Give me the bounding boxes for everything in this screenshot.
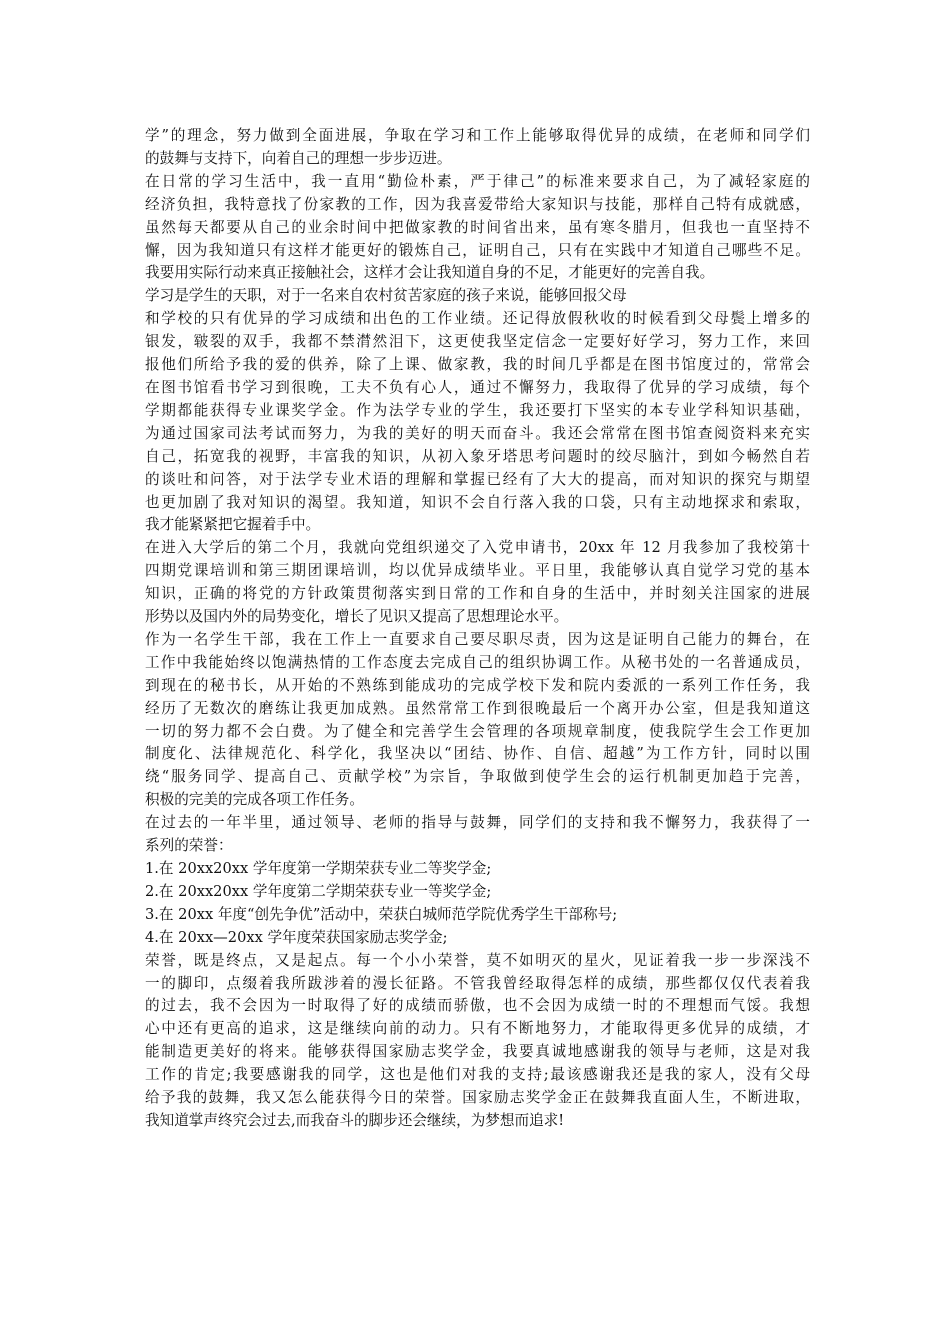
- text-line: 学”的理念，努力做到全面进展，争取在学习和工作上能够取得优异的成绩，在老师和同学们: [145, 127, 810, 144]
- text-line: 荣誉，既是终点，又是起点。每一个小小荣誉，莫不如明灭的星火，见证着我一步一步深浅不: [145, 951, 810, 969]
- text-line: 能制造更美好的将来。能够获得国家励志奖学金，我要真诚地感谢我的领导与老师，这是对我: [145, 1043, 810, 1061]
- text-line: 一的脚印，点缀着我所跋涉着的漫长征路。不管我曾经取得怎样的成绩，那些都仅仅代表着我: [145, 974, 810, 992]
- text-line: 积极的完美的完成各项工作任务。: [145, 791, 364, 809]
- text-line: 我要用实际行动来真正接触社会，这样才会让我知道自身的不足，才能更好的完善自我。: [145, 264, 715, 282]
- text-line: 我才能紧紧把它握着手中。: [145, 516, 321, 534]
- text-line: 系列的荣誉：: [145, 837, 233, 855]
- text-line: 制度化、法律规范化、科学化，我坚决以“团结、协作、自信、超越”为工作方针，同时以围: [145, 745, 810, 763]
- text-line: 懈，因为我知道只有这样才能更好的锻炼自己，证明自己，只有在实践中才知道自己哪些不足。: [145, 241, 810, 259]
- text-line: 经历了无数次的磨练让我更加成熟。虽然常常工作到很晚最后一个离开办公室，但是我知道这: [145, 699, 810, 717]
- text-line: 在日常的学习生活中，我一直用“勤俭朴素，严于律己”的标准来要求自己，为了减轻家庭的: [145, 172, 810, 190]
- text-line: 也更加剧了我对知识的渴望。我知道，知识不会自行落入我的口袋，只有主动地探求和索取，: [145, 493, 810, 511]
- text-line: 在进入大学后的第二个月，我就向党组织递交了入党申请书，20xx 年 12 月我参加了我校第十: [145, 539, 810, 557]
- text-line: 工作的肯定;我要感谢我的同学，这也是他们对我的支持;最该感谢我还是我的家人，没有父母: [145, 1066, 810, 1084]
- text-line: 绕“服务同学、提高自己、贡献学校”为宗旨，争取做到使学生会的运行机制更加趋于完善，: [145, 768, 810, 786]
- text-line: 的谈吐和问答，对于法学专业术语的理解和掌握已经有了大大的提高，而对知识的探究与期望: [145, 470, 810, 488]
- text-line: 银发，皲裂的双手，我都不禁潸然泪下，这更使我坚定信念一定要好好学习，努力工作，来回: [145, 333, 810, 351]
- text-line: 2.在 20xx20xx 学年度第二学期荣获专业一等奖学金;: [145, 882, 492, 900]
- text-line: 报他们所给予我的爱的供养，除了上课、做家教，我的时间几乎都是在图书馆度过的，常常会: [145, 356, 810, 374]
- text-line: 经济负担，我特意找了份家教的工作，因为我喜爱带给大家知识与技能，那样自己特有成就感，: [145, 195, 810, 213]
- text-line: 知识，正确的将党的方针政策贯彻落实到日常的工作和自身的生活中，并时刻关注国家的进展: [145, 585, 810, 603]
- text-line: 的过去，我不会因为一时取得了好的成绩而骄傲，也不会因为成绩一时的不理想而气馁。我想: [145, 997, 810, 1015]
- text-line: 学习是学生的天职，对于一名来自农村贫苦家庭的孩子来说，能够回报父母: [145, 287, 627, 305]
- text-line: 自己，拓宽我的视野，丰富我的知识，从初入象牙塔思考问题时的绞尽脑汁，到如今畅然自若: [145, 447, 810, 465]
- text-line: 心中还有更高的追求，这是继续向前的动力。只有不断地努力，才能取得更多优异的成绩，才: [145, 1020, 810, 1038]
- text-line: 形势以及国内外的局势变化，增长了见识又提高了思想理论水平。: [145, 608, 569, 626]
- text-line: 4.在 20xx—20xx 学年度荣获国家励志奖学金;: [145, 928, 448, 946]
- text-line: 给予我的鼓舞，我又怎么能获得今日的荣誉。国家励志奖学金正在鼓舞我直面人生，不断进取，: [145, 1089, 810, 1107]
- text-line: 在过去的一年半里，通过领导、老师的指导与鼓舞，同学们的支持和我不懈努力，我获得了一: [145, 814, 810, 832]
- text-line: 和学校的只有优异的学习成绩和出色的工作业绩。还记得放假秋收的时候看到父母鬓上增多的: [145, 310, 810, 328]
- text-line: 1.在 20xx20xx 学年度第一学期荣获专业二等奖学金;: [145, 860, 492, 877]
- text-line: 的鼓舞与支持下，向着自己的理想一步步迈进。: [145, 149, 452, 167]
- text-line: 到现在的秘书长，从开始的不熟练到能成功的完成学校下发和院内委派的一系列工作任务，我: [145, 676, 810, 694]
- document-body: [145, 125, 810, 1133]
- text-line: 虽然每天都要从自己的业余时间中把做家教的时间省出来，虽有寒冬腊月，但我也一直坚持不: [145, 218, 810, 236]
- text-line: 工作中我能始终以饱满热情的工作态度去完成自己的组织协调工作。从秘书处的一名普通成员，: [145, 653, 810, 671]
- text-line: 学期都能获得专业课奖学金。作为法学专业的学生，我还要打下坚实的本专业学科知识基础，: [145, 401, 810, 419]
- text-line: 四期党课培训和第三期团课培训，均以优异成绩毕业。平日里，我能够认真自觉学习党的基本: [145, 562, 810, 580]
- text-line: 为通过国家司法考试而努力，为我的美好的明天而奋斗。我还会常常在图书馆查阅资料来充实: [145, 424, 810, 442]
- text-line: 我知道掌声终究会过去,而我奋斗的脚步还会继续，为梦想而追求!: [145, 1111, 565, 1129]
- text-line: 作为一名学生干部，我在工作上一直要求自己要尽职尽责，因为这是证明自己能力的舞台，在: [145, 630, 810, 648]
- text-line: 一切的努力都不会白费。为了健全和完善学生会管理的各项规章制度，使我院学生会工作更加: [145, 722, 810, 740]
- text-line: 在图书馆看书学习到很晚，工夫不负有心人，通过不懈努力，我取得了优异的学习成绩，每个: [145, 378, 810, 396]
- text-line: 3.在 20xx 年度“创先争优”活动中，荣获白城师范学院优秀学生干部称号;: [145, 905, 618, 923]
